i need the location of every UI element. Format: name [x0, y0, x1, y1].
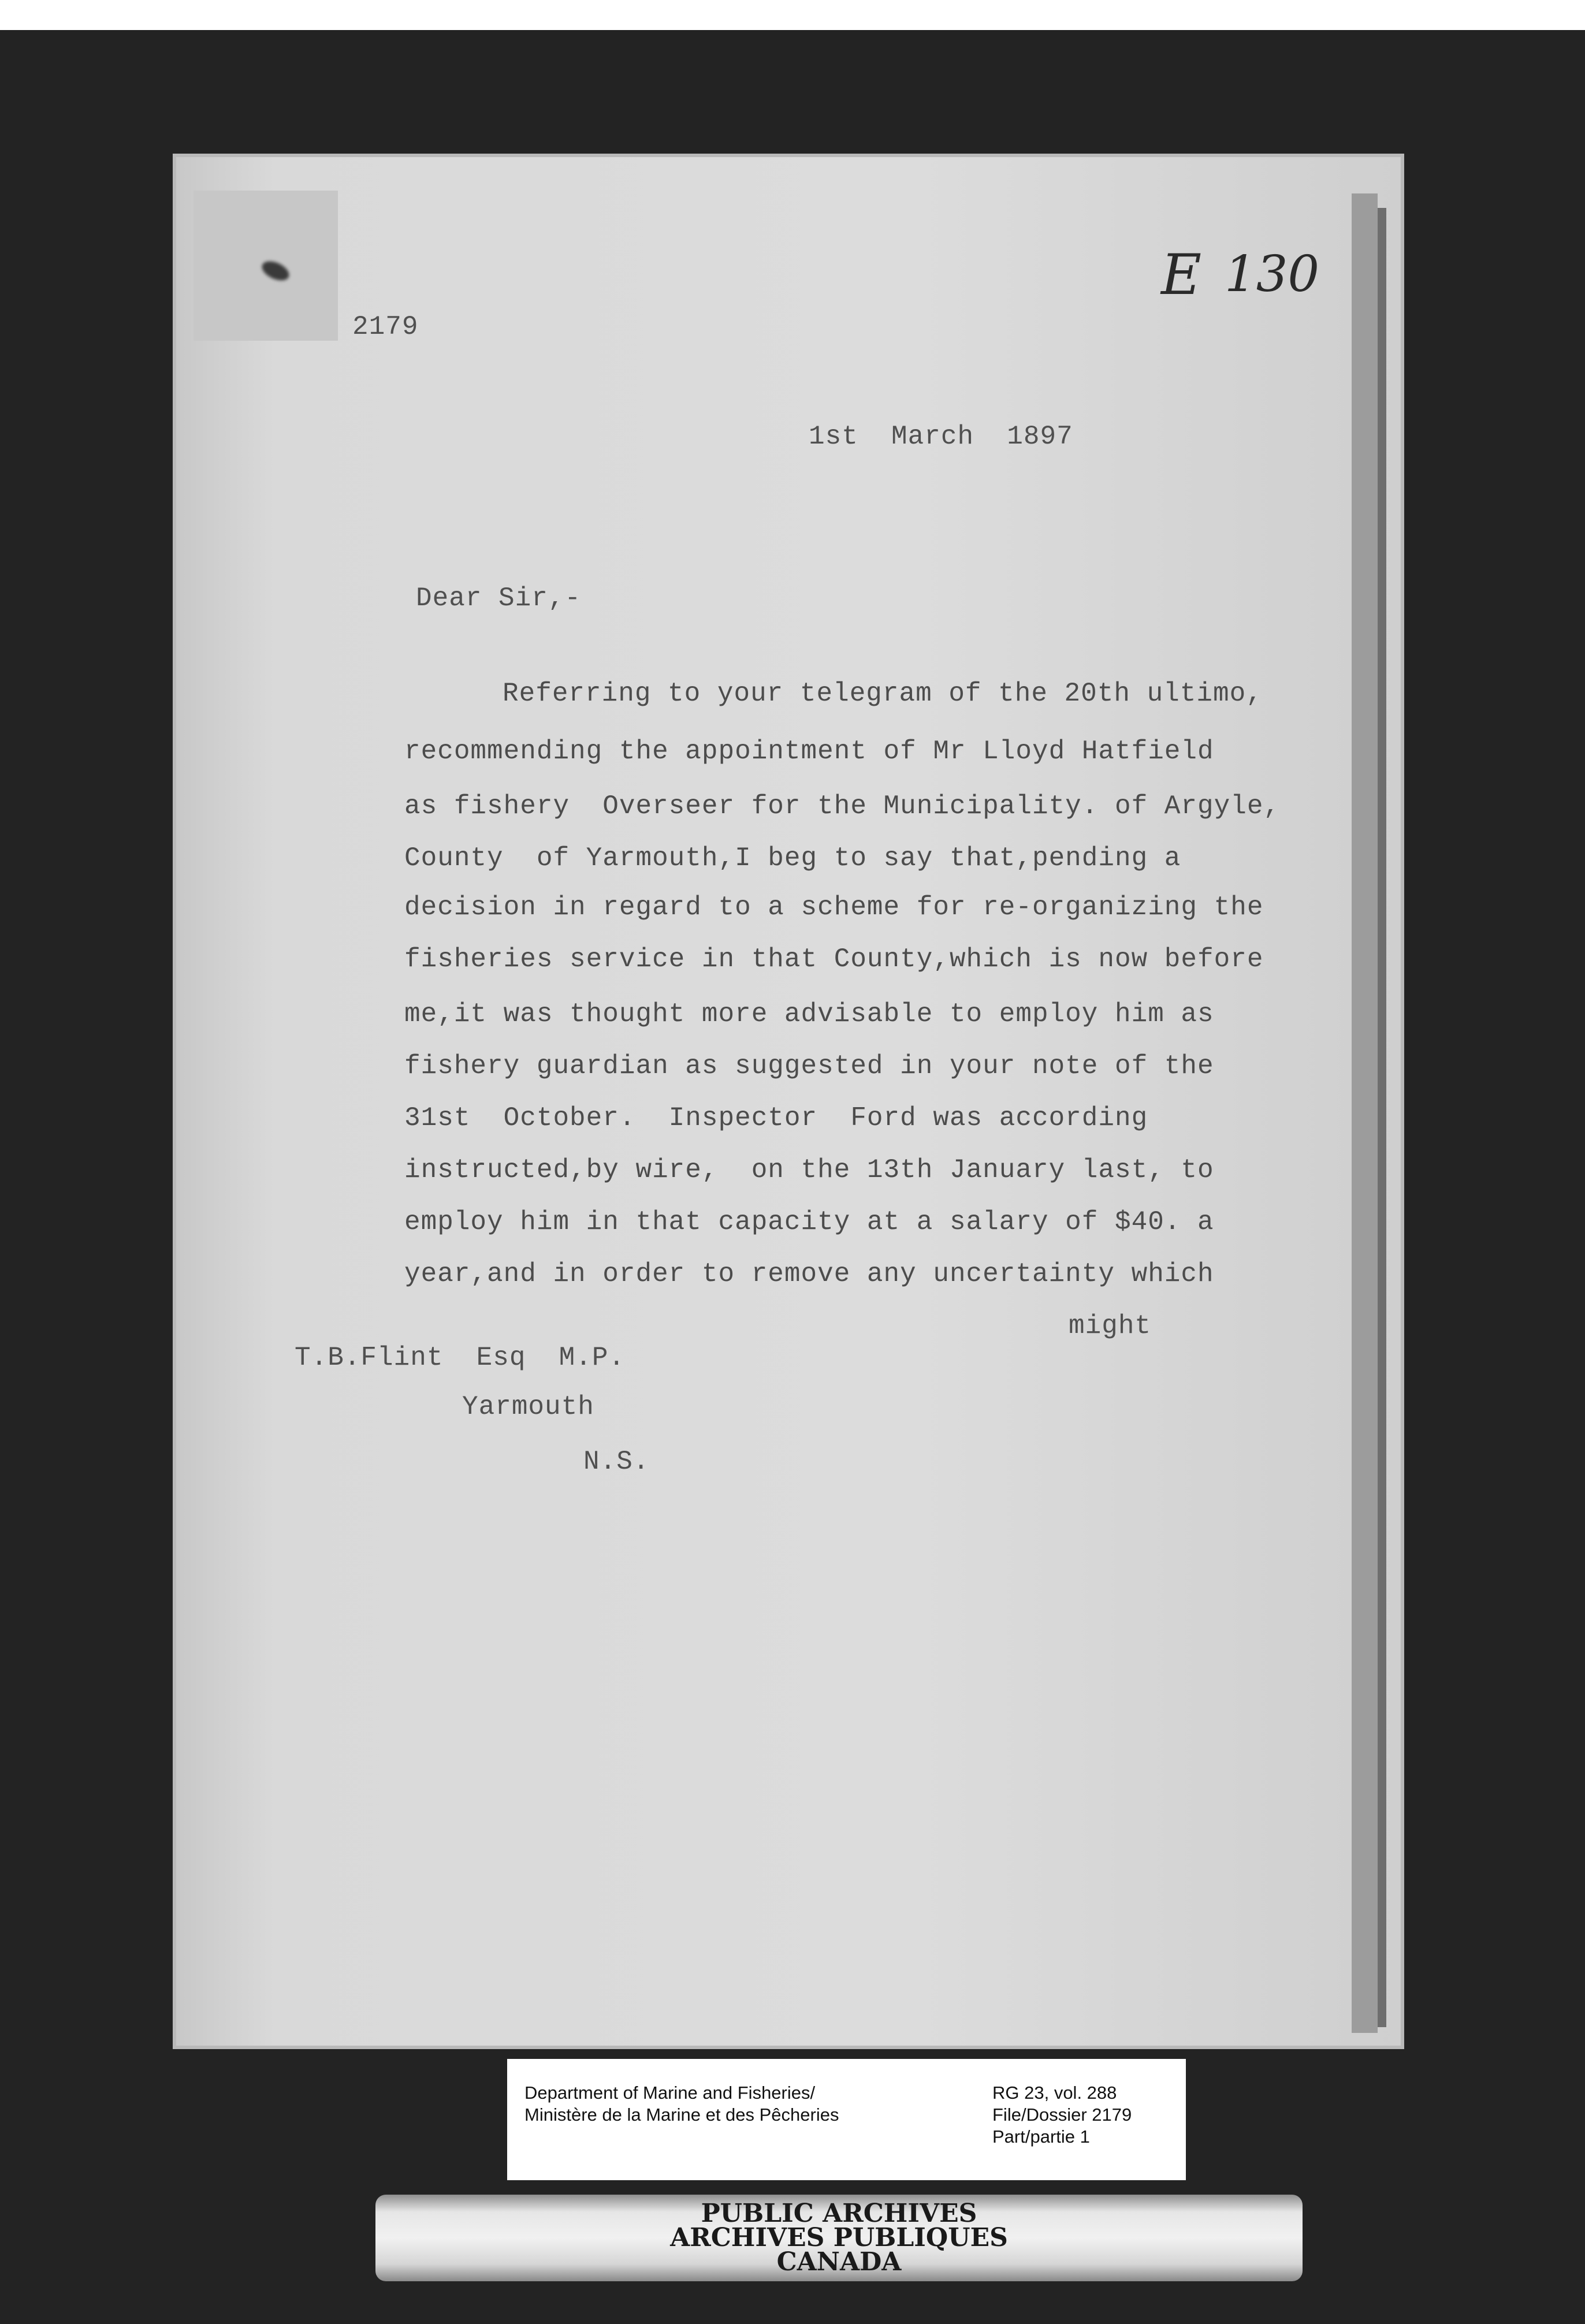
catchword: might: [1069, 1311, 1152, 1341]
body-line: decision in regard to a scheme for re-organizing the: [404, 892, 1264, 922]
body-line: Referring to your telegram of the 20th ultimo,: [503, 679, 1263, 709]
archives-stamp: [375, 2199, 1303, 2277]
stamp-line-1: PUBLIC ARCHIVES: [701, 2199, 977, 2228]
body-line: County of Yarmouth,I beg to say that,pending a: [404, 843, 1181, 873]
body-line: recommending the appointment of Mr Lloyd Hatfield: [404, 736, 1214, 766]
letter-date: 1st March 1897: [809, 422, 1073, 452]
addressee-name: T.B.Flint Esq M.P.: [295, 1343, 626, 1373]
body-line: fisheries service in that County,which is now before: [404, 944, 1264, 974]
body-line: as fishery Overseer for the Municipality. of Argyle,: [404, 791, 1281, 821]
archives-stamp-band: [375, 2195, 1303, 2281]
file-number: 2179: [352, 312, 419, 342]
stamp-line-3: CANADA: [776, 2247, 902, 2277]
body-line: 31st October. Inspector Ford was according: [404, 1103, 1148, 1133]
archive-reference-label: [507, 2059, 1186, 2180]
handwritten-number: 130: [1225, 245, 1320, 303]
department-line-en: Department of Marine and Fisheries/: [524, 2083, 816, 2103]
body-line: me,it was thought more advisable to employ him as: [404, 999, 1214, 1029]
addressee-city: Yarmouth: [462, 1392, 594, 1422]
body-line: employ him in that capacity at a salary of $40. a: [404, 1207, 1214, 1237]
body-line: instructed,by wire, on the 13th January last, to: [404, 1155, 1214, 1185]
addressee-province: N.S.: [583, 1447, 650, 1477]
record-group: RG 23, vol. 288: [992, 2083, 1117, 2103]
file-dossier: File/Dossier 2179: [992, 2105, 1132, 2125]
sheet-edge: [1352, 193, 1378, 2033]
stamp-line-2: ARCHIVES PUBLIQUES: [670, 2223, 1008, 2252]
part-partie: Part/partie 1: [992, 2126, 1090, 2147]
letter-sheet: [176, 157, 1401, 2046]
body-line: year,and in order to remove any uncertainty which: [404, 1259, 1214, 1289]
salutation: Dear Sir,-: [416, 583, 582, 613]
department-line-fr: Ministère de la Marine et des Pêcheries: [524, 2105, 839, 2125]
handwritten-e: E: [1161, 243, 1202, 307]
body-line: fishery guardian as suggested in your note of the: [404, 1051, 1214, 1081]
sheet-edge-shadow: [1378, 208, 1386, 2027]
